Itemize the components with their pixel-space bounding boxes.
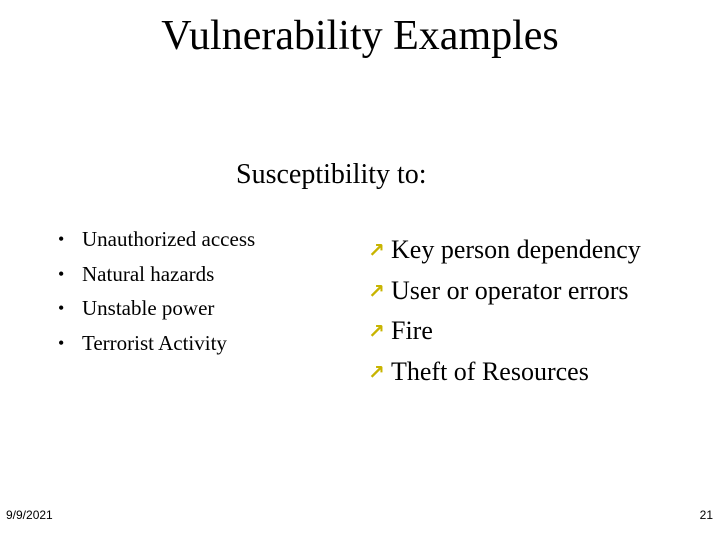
- bullet-icon: •: [58, 263, 65, 284]
- list-item: [368, 230, 641, 271]
- list-item-label: Natural hazards: [82, 261, 215, 286]
- arrow-bullet-icon: ↗: [368, 359, 385, 384]
- bullet-icon: •: [58, 332, 65, 353]
- page-number: 21: [699, 508, 713, 522]
- left-bullet-list: [58, 222, 255, 360]
- slide-subtitle: Susceptibility to:: [236, 159, 427, 190]
- list-item: [368, 311, 641, 352]
- bullet-icon: •: [58, 229, 65, 249]
- list-item-label: Unauthorized access: [82, 227, 256, 251]
- list-item: [58, 222, 255, 257]
- arrow-bullet-icon: ↗: [368, 238, 385, 262]
- slide-title: Vulnerability Examples: [161, 13, 559, 59]
- list-item: [368, 271, 641, 312]
- list-item-label: Fire: [391, 316, 433, 345]
- list-item: [58, 257, 255, 292]
- list-item-label: Unstable power: [82, 296, 215, 320]
- bullet-icon: •: [58, 298, 65, 318]
- right-arrow-list: [368, 230, 641, 392]
- arrow-bullet-icon: ↗: [368, 278, 385, 303]
- list-item: [58, 326, 255, 361]
- list-item-label: Theft of Resources: [391, 356, 589, 386]
- list-item-label: Key person dependency: [391, 235, 641, 264]
- list-item: [58, 291, 255, 326]
- list-item: [368, 352, 641, 393]
- list-item-label: Terrorist Activity: [82, 330, 227, 355]
- arrow-bullet-icon: ↗: [368, 319, 385, 343]
- footer-date: 9/9/2021: [6, 508, 53, 522]
- list-item-label: User or operator errors: [391, 275, 629, 305]
